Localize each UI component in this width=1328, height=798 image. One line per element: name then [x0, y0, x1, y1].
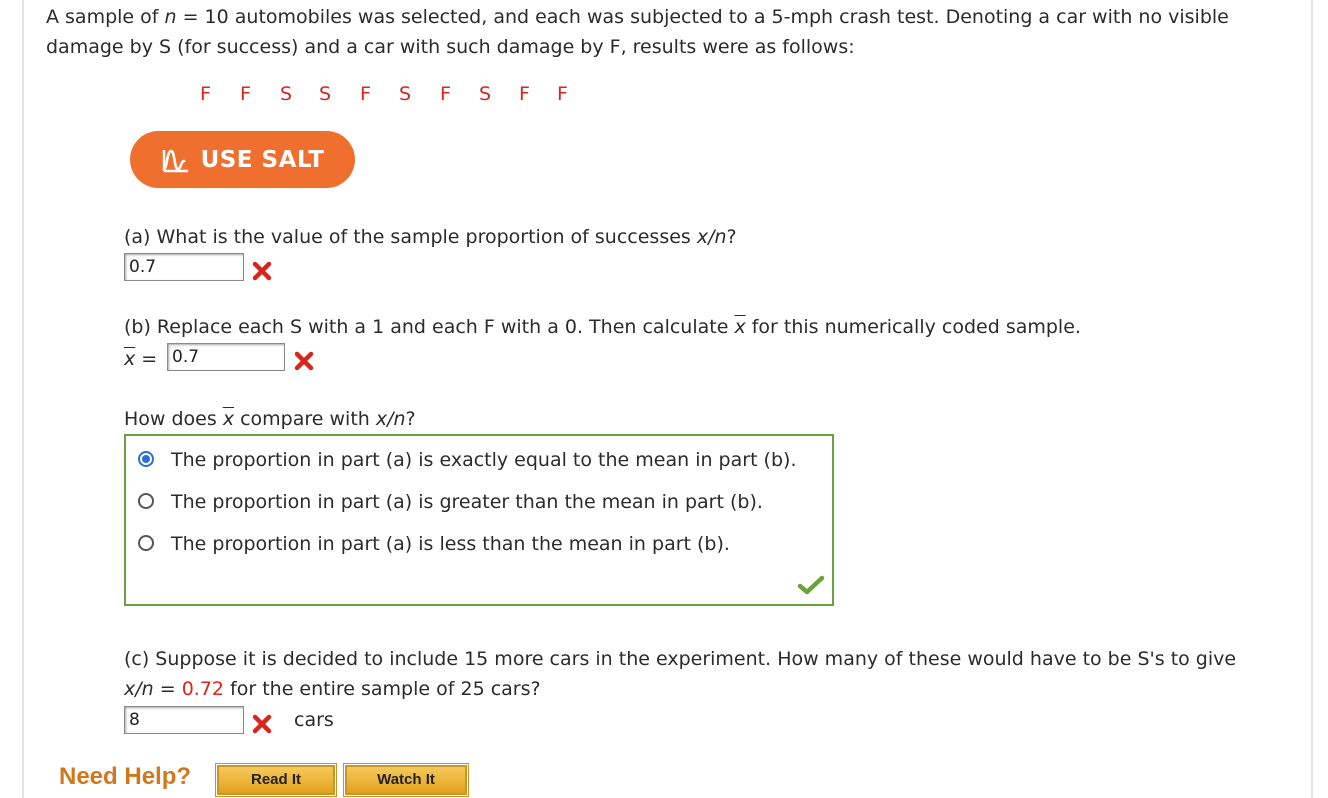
need-help-label: Need Help?	[59, 763, 192, 790]
outcome-6: S	[399, 83, 412, 105]
radio-option-3[interactable]	[138, 535, 154, 551]
outcome-9: F	[519, 83, 530, 105]
watch-it-button[interactable]: Watch It	[345, 765, 467, 795]
question-intro: A sample of n = 10 automobiles was selected, and each was subjected to a 5-mph crash test. Denoting a car with no visible damage by S (for success) and a car with such damage by F, results were as follows:	[46, 6, 1229, 58]
radio-option-2[interactable]	[138, 493, 154, 509]
incorrect-x-icon	[251, 713, 273, 735]
compare-question: How does $\overline{x}$ compare with x/n?	[124, 408, 416, 430]
part-b-answer-input[interactable]: 0.7	[167, 343, 285, 371]
use-salt-button[interactable]	[130, 131, 355, 188]
outcome-4: S	[319, 83, 332, 105]
option-1-label[interactable]: The proportion in part (a) is exactly equal to the mean in part (b).	[171, 449, 797, 471]
salt-logo-icon	[161, 147, 191, 173]
read-it-button[interactable]: Read It	[217, 765, 335, 795]
use-salt-label: USE SALT	[200, 146, 325, 173]
part-a-question: (a) What is the value of the sample proportion of successes x/n?	[124, 226, 737, 248]
part-b-xbar-label: $\overline{x}$ =	[124, 348, 158, 370]
part-c-unit: cars	[294, 709, 334, 731]
part-c-question-line1: (c) Suppose it is decided to include 15 more cars in the experiment. How many of these would have to be S's to give	[124, 648, 1237, 670]
outcome-10: F	[557, 83, 568, 105]
incorrect-x-icon	[251, 260, 273, 282]
outcome-7: F	[440, 83, 451, 105]
correct-check-icon	[797, 575, 825, 595]
incorrect-x-icon	[293, 350, 315, 372]
part-b-question: (b) Replace each S with a 1 and each F with a 0. Then calculate $\overline{x}$ for this numerically coded sample.	[124, 316, 1081, 338]
outcome-2: F	[240, 83, 251, 105]
part-c-question-line2: x/n = 0.72 for the entire sample of 25 cars?	[124, 678, 541, 700]
option-2-label[interactable]: The proportion in part (a) is greater than the mean in part (b).	[171, 491, 763, 513]
radio-option-1[interactable]	[138, 451, 154, 467]
outcome-3: S	[280, 83, 293, 105]
outcome-1: F	[200, 83, 211, 105]
option-3-label[interactable]: The proportion in part (a) is less than the mean in part (b).	[171, 533, 730, 555]
part-a-answer-input[interactable]: 0.7	[124, 253, 244, 281]
outcome-5: F	[360, 83, 371, 105]
outcome-8: S	[479, 83, 492, 105]
part-c-answer-input[interactable]: 8	[124, 706, 244, 734]
